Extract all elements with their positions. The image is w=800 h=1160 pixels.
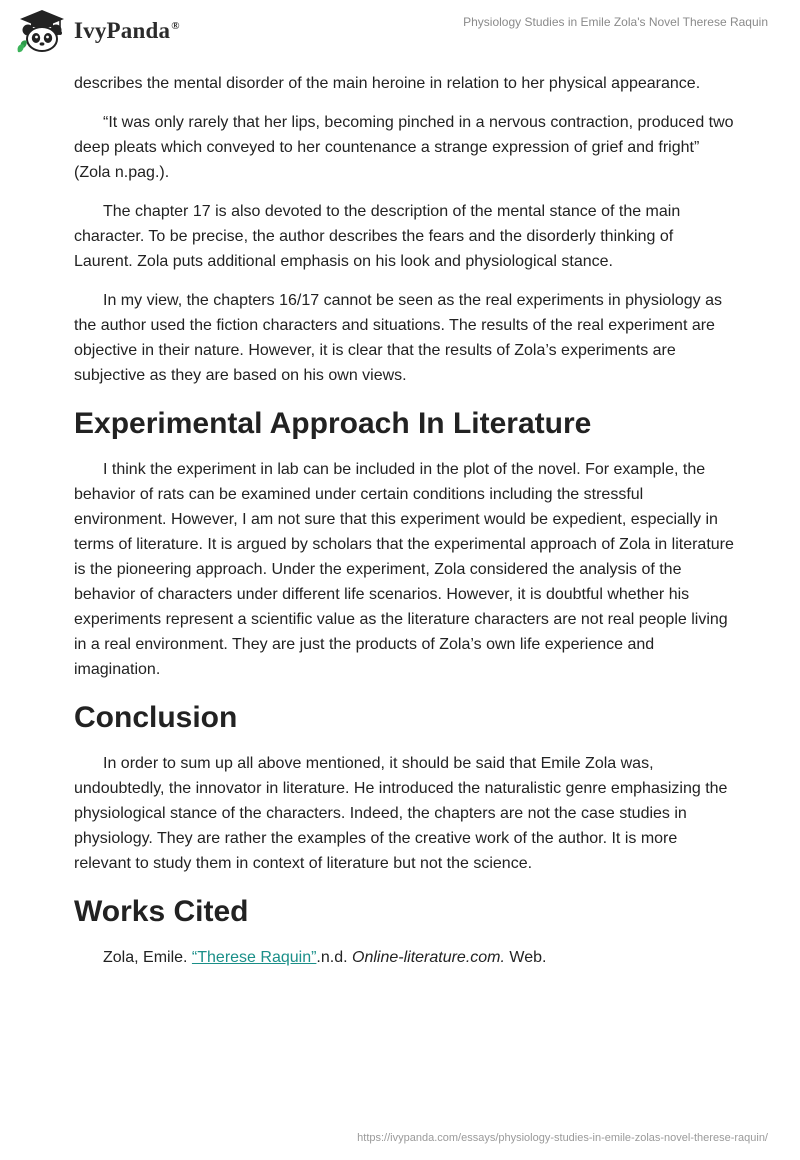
logo-text: IvyPanda® <box>74 18 180 43</box>
paragraph: In my view, the chapters 16/17 cannot be seen as the real experiments in physiology as the author used the fiction characters and situations. The results of the real experiment are objective in their nature. However, it is clear that the results of Zola’s experiments are subjective as they are based on his own views. <box>74 292 723 384</box>
citation-medium: Web. <box>504 949 547 966</box>
citation-site: Online-literature.com. <box>352 949 505 966</box>
section-heading-conclusion: Conclusion <box>74 701 238 734</box>
page-url[interactable]: https://ivypanda.com/essays/physiology-studies-in-emile-zolas-novel-therese-raquin/ <box>357 1132 768 1144</box>
paragraph: describes the mental disorder of the main heroine in relation to her physical appearance. <box>74 75 701 92</box>
panda-icon <box>16 8 68 54</box>
citation-entry <box>74 945 734 970</box>
section-heading-experimental: Experimental Approach In Literature <box>74 407 592 440</box>
quote-paragraph: “It was only rarely that her lips, becoming pinched in a nervous contraction, produced two deep pleats which conveyed to her countenance a strange expression of grief and fright” (Zola n.pag.). <box>74 114 734 181</box>
section-heading-works-cited: Works Cited <box>74 895 249 928</box>
essay-body <box>74 71 734 984</box>
ivypanda-logo[interactable] <box>16 8 180 54</box>
paragraph: I think the experiment in lab can be included in the plot of the novel. For example, the behavior of rats can be examined under certain conditions including the stressful environment. However, I am not sure that this experiment would be expedient, especially in terms of literature. It is argued by scholars that the experimental approach of Zola in literature is the pioneering approach. Under the experiment, Zola considered the analysis of the behavior of characters under different life scenarios. However, it is doubtful whether his experiments represent a scientific value as the literature characters are not real people living in a real environment. They are just the products of Zola’s own life experience and imagination. <box>74 461 734 678</box>
citation-link[interactable]: “Therese Raquin” <box>191 949 317 966</box>
citation-date: .n.d. <box>316 949 352 966</box>
document-title: Physiology Studies in Emile Zola's Novel Therese Raquin <box>463 15 768 29</box>
citation-author: Zola, Emile. <box>103 949 192 966</box>
page-header <box>0 0 800 64</box>
paragraph: The chapter 17 is also devoted to the description of the mental stance of the main character. To be precise, the author describes the fears and the disorderly thinking of Laurent. Zola puts additional emphasis on his look and physiological stance. <box>74 203 681 270</box>
paragraph: In order to sum up all above mentioned, it should be said that Emile Zola was, undoubtedly, the innovator in literature. He introduced the naturalistic genre emphasizing the physiological stance of the characters. Indeed, the chapters are not the case studies in physiology. They are rather the examples of the creative work of the author. It is more relevant to study them in context of literature but not the science. <box>74 755 728 872</box>
